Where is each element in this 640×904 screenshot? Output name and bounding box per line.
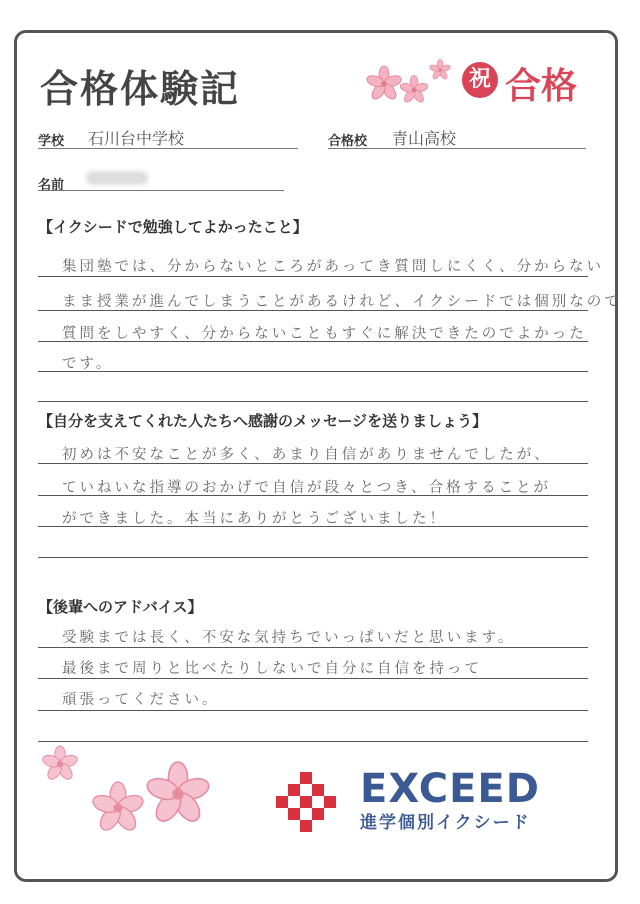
section-line: 頑張ってください。 (62, 692, 220, 708)
sakura-blossoms-icon (38, 742, 228, 842)
section-heading-thanks: 【自分を支えてくれた人たちへ感謝のメッセージを送りましょう】 (38, 412, 488, 430)
section-line: 質問をしやすく、分からないこともすぐに解決できたのでよかった (62, 326, 587, 342)
brand-subtitle: 進学個別イクシード (360, 813, 531, 833)
name-underline (38, 190, 284, 191)
redacted-name (86, 171, 148, 185)
section-line: です。 (62, 356, 114, 372)
ruled-line (38, 310, 588, 311)
page-title: 合格体験記 (40, 67, 241, 111)
ruled-line (38, 463, 588, 464)
ruled-line (38, 526, 588, 527)
sakura-decoration-icon (366, 56, 458, 106)
ruled-line (38, 371, 588, 372)
section-heading-good-points: 【イクシードで勉強してよかったこと】 (38, 218, 308, 236)
passed-school-value: 青山高校 (392, 129, 457, 148)
school-underline (38, 148, 298, 149)
section-line: 初めは不安なことが多く、あまり自信がありませんでしたが、 (62, 447, 552, 463)
name-label: 名前 (38, 178, 65, 193)
iwai-badge: 祝 (462, 62, 498, 98)
ruled-line (38, 557, 588, 558)
school-value: 石川台中学校 (88, 129, 185, 148)
section-line: 最後まで周りと比べたりしないで自分に自信を持って (62, 661, 482, 677)
brand-logo-text: EXCEED (360, 766, 540, 812)
ruled-line (38, 710, 588, 711)
section-line: ができました。本当にありがとうございました！ (62, 511, 447, 527)
section-line: まま授業が進んでしまうことがあるけれど、イクシードでは個別なので (62, 294, 622, 310)
section-line: 集団塾では、分からないところがあってき質問しにくく、分からない (62, 259, 605, 275)
exceed-cross-logo-icon (272, 772, 344, 832)
ruled-line (38, 678, 588, 679)
passed-school-underline (328, 148, 586, 149)
ruled-line (38, 647, 588, 648)
ruled-line (38, 495, 588, 496)
ruled-line (38, 276, 588, 277)
passed-school-label: 合格校 (328, 134, 368, 149)
gokaku-heading: 合格 (505, 66, 578, 107)
section-line: ていねいな指導のおかげで自信が段々とつき、合格することが (62, 480, 552, 496)
ruled-line (38, 341, 588, 342)
section-line: 受験までは長く、不安な気持ちでいっぱいだと思います。 (62, 630, 516, 646)
ruled-line (38, 401, 588, 402)
section-heading-advice: 【後輩へのアドバイス】 (38, 598, 203, 616)
school-label: 学校 (38, 134, 65, 149)
